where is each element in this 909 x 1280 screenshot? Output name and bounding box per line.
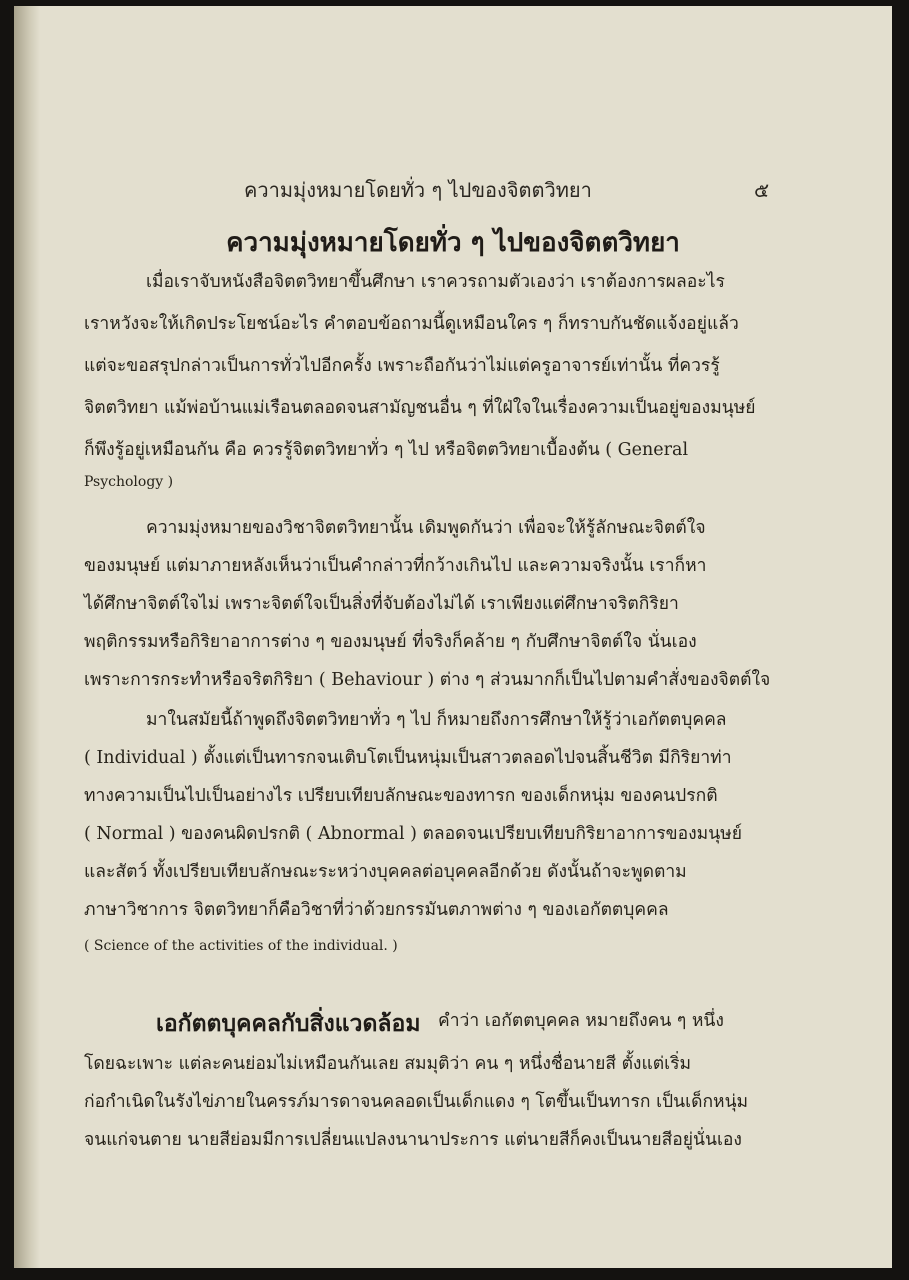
paragraph-line: เมื่อเราจับหนังสือจิตตวิทยาขึ้นศึกษา เราควรถามตัวเองว่า เราต้องการผลอะไร [146, 272, 725, 292]
paragraph-line: เราหวังจะให้เกิดประโยชน์อะไร คำตอบข้อถามนี้ดูเหมือนใคร ๆ ก็ทราบกันชัดแจ้งอยู่แล้ว [84, 314, 739, 334]
running-head-title: ความมุ่งหมายโดยทั่ว ๆ ไปของจิตตวิทยา [244, 178, 592, 202]
paragraph-line: ของมนุษย์ แต่มาภายหลังเห็นว่าเป็นคำกล่าวที่กว้างเกินไป และความจริงนั้น เราก็หา [84, 556, 707, 576]
paragraph-line: ก่อกำเนิดในรังไข่ภายในครรภ์มารดาจนคลอดเป็นเด็กแดง ๆ โตขึ้นเป็นทารก เป็นเด็กหนุ่ม [84, 1092, 749, 1112]
sub-section-heading: เอกัตตบุคคลกับสิ่งแวดล้อม [156, 1011, 421, 1037]
page-number: ๕ [754, 178, 770, 202]
paragraph-line: ความมุ่งหมายของวิชาจิตตวิทยานั้น เดิมพูดกันว่า เพื่อจะให้รู้ลักษณะจิตต์ใจ [146, 518, 706, 538]
paragraph-line: แต่จะขอสรุปกล่าวเป็นการทั่วไปอีกครั้ง เพราะถือกันว่าไม่แต่ครูอาจารย์เท่านั้น ที่ควรรู้ [84, 356, 720, 376]
book-page [14, 6, 892, 1268]
paragraph-line: ( Normal ) ของคนผิดปรกติ ( Abnormal ) ตลอดจนเปรียบเทียบกิริยาอาการของมนุษย์ [84, 824, 742, 844]
paragraph-line: โดยฉะเพาะ แต่ละคนย่อมไม่เหมือนกันเลย สมมุติว่า คน ๆ หนึ่งชื่อนายสี ตั้งแต่เริ่ม [84, 1054, 692, 1074]
paragraph-line: และสัตว์ ทั้งเปรียบเทียบลักษณะระหว่างบุคคลต่อบุคคลอีกด้วย ดังนั้นถ้าจะพูดตาม [84, 862, 687, 882]
paragraph-line: ภาษาวิชาการ จิตตวิทยาก็คือวิชาที่ว่าด้วยกรรมันตภาพต่าง ๆ ของเอกัตตบุคคล [84, 900, 669, 920]
paragraph-line: เพราะการกระทำหรือจริตกิริยา ( Behaviour ) ต่าง ๆ ส่วนมากก็เป็นไปตามคำสั่งของจิตต์ใจ [84, 670, 771, 690]
paragraph-line: จนแก่จนตาย นายสีย่อมมีการเปลี่ยนแปลงนานาประการ แต่นายสีก็คงเป็นนายสีอยู่นั่นเอง [84, 1130, 742, 1150]
paragraph-line: จิตตวิทยา แม้พ่อบ้านแม่เรือนตลอดจนสามัญชนอื่น ๆ ที่ใฝ่ใจในเรื่องความเป็นอยู่ของมนุษย์ [84, 398, 756, 418]
section-heading: ความมุ่งหมายโดยทั่ว ๆ ไปของจิตตวิทยา [226, 228, 680, 258]
paragraph-line: มาในสมัยนี้ถ้าพูดถึงจิตตวิทยาทั่ว ๆ ไป ก็หมายถึงการศึกษาให้รู้ว่าเอกัตตบุคคล [146, 710, 727, 730]
paragraph-line: ได้ศึกษาจิตต์ใจไม่ เพราะจิตต์ใจเป็นสิ่งที่จับต้องไม่ได้ เราเพียงแต่ศึกษาจริตกิริยา [84, 594, 679, 614]
paragraph-line: Psychology ) [84, 474, 174, 490]
paragraph-line: คำว่า เอกัตตบุคคล หมายถึงคน ๆ หนึ่ง [438, 1011, 724, 1031]
paragraph-line: พฤติกรรมหรือกิริยาอาการต่าง ๆ ของมนุษย์ ที่จริงก็คล้าย ๆ กับศึกษาจิตต์ใจ นั่นเอง [84, 632, 697, 652]
paragraph-line: ก็พึงรู้อยู่เหมือนกัน คือ ควรรู้จิตตวิทยาทั่ว ๆ ไป หรือจิตตวิทยาเบื้องต้น ( General [84, 440, 689, 460]
paragraph-line: ( Science of the activities of the individual. ) [84, 938, 398, 954]
paragraph-line: ( Individual ) ตั้งแต่เป็นทารกจนเติบโตเป็นหนุ่มเป็นสาวตลอดไปจนสิ้นชีวิต มีกิริยาท่า [84, 748, 732, 768]
running-head [14, 174, 892, 204]
paragraph-line: ทางความเป็นไปเป็นอย่างไร เปรียบเทียบลักษณะของทารก ของเด็กหนุ่ม ของคนปรกติ [84, 786, 718, 806]
